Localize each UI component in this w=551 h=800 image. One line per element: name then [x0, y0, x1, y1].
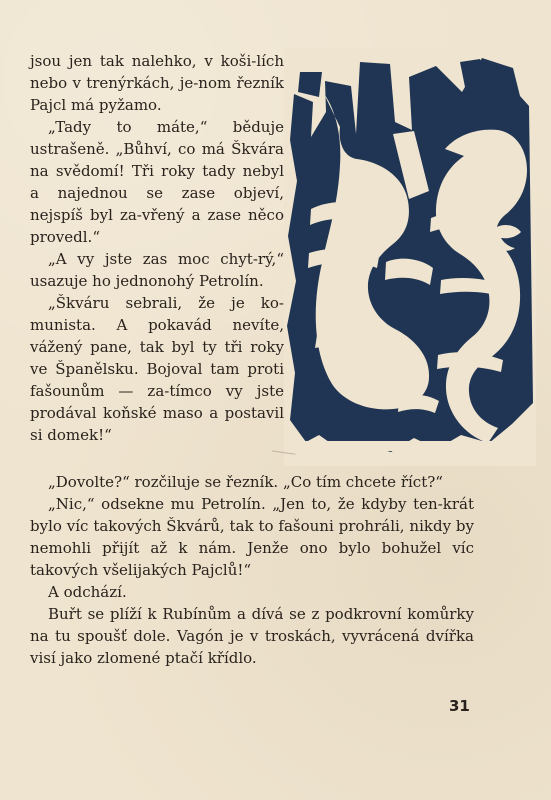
bottom-text-column [30, 471, 474, 669]
paragraph-4: „Škváru sebrali, že je ko-munista. A pokavád nevíte, vážený pane, tak byl ty tři roky ve Španělsku. Bojoval tam proti fašounům — za-tímco vy jste prodával koňské maso a postavil si domek!“ [30, 294, 284, 444]
paragraph-5: „Dovolte?“ rozčiluje se řezník. „Co tím chcete říct?“ [48, 473, 443, 491]
paragraph-7: A odchází. [48, 583, 127, 601]
paragraph-1: jsou jen tak nalehko, v koši-lích nebo v trenýrkách, je-nom řezník Pajcl má pyžamo. [30, 52, 284, 114]
paragraph-8: Buřt se plíží k Rubínům a dívá se z podkrovní komůrky na tu spoušť dole. Vagón je v troskách, vyvrácená dvířka visí jako zlomené ptačí křídlo. [30, 605, 474, 667]
paragraph-2: „Tady to máte,“ běduje ustrašeně. „Bůhví, co má Škvára na svědomí! Tři roky tady nebyl a najednou se zase objeví, nejspíš byl za-vřený a zase něco provedl.“ [30, 118, 284, 246]
margin-mark [270, 450, 295, 464]
paragraph-6: „Nic,“ odsekne mu Petrolín. „Jen to, že kdyby ten-krát bylo víc takových Škvárů, tak to fašouni prohráli, nikdy by nemohli přijít až k nám. Jenže ono bylo bohužel víc takových všelijakých Pajclů!“ [30, 495, 474, 579]
woodcut-svg [284, 48, 536, 466]
paragraph-3: „A vy jste zas moc chyt-rý,“ usazuje ho jednonohý Petrolín. [30, 250, 284, 290]
top-text-column [30, 50, 284, 446]
woodcut-illustration [284, 48, 536, 466]
page-number: 31 [449, 697, 470, 715]
